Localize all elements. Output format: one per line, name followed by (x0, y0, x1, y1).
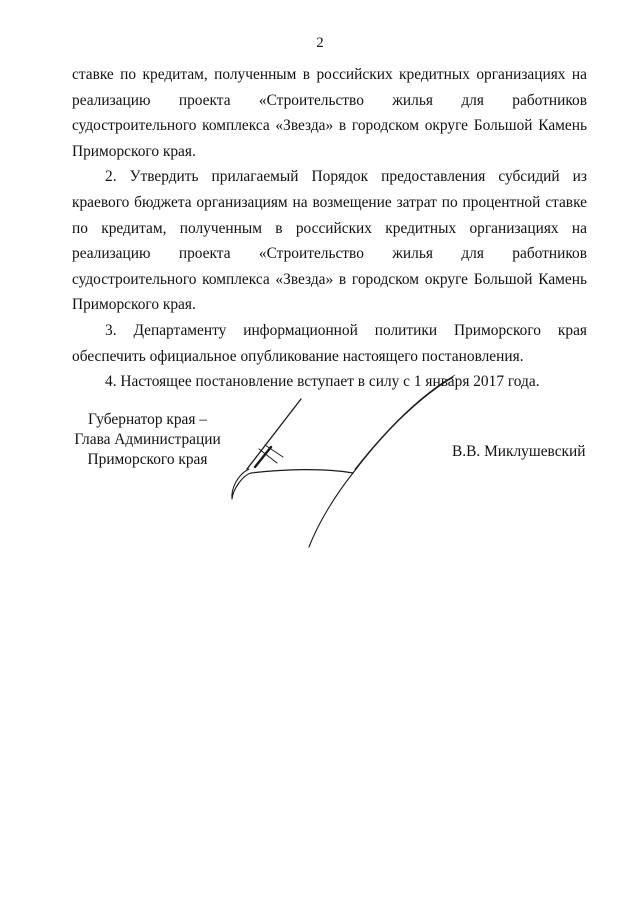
signatory-title-line: Приморского края (87, 451, 208, 468)
signatory-title (60, 410, 235, 470)
document-body (72, 62, 587, 395)
signatory-title-line: Глава Администрации (74, 431, 221, 448)
signatory-name: В.В. Миклушевский (452, 443, 586, 460)
handwritten-signature (215, 365, 485, 555)
signatory-title-line: Губернатор края – (87, 411, 207, 428)
page-number: 2 (316, 35, 324, 51)
paragraph-item-2: 2. Утвердить прилагаемый Порядок предоставления субсидий из краевого бюджета организациям на возмещение затрат по процентной ставке по кредитам, полученным в российских кредитных организациях на реализацию проекта «Строительство жилья для работников судостроительного комплекса «Звезда» в городском округе Большой Камень Приморского края. (72, 168, 587, 314)
paragraph-continuation: ставке по кредитам, полученным в российских кредитных организациях на реализацию проекта «Строительство жилья для работников судостроительного комплекса «Звезда» в городском округе Большой Камень Приморского края. (72, 66, 587, 160)
paragraph-item-3: 3. Департаменту информационной политики Приморского края обеспечить официальное опубликование настоящего постановления. (72, 321, 587, 365)
paragraph-item-4: 4. Настоящее постановление вступает в силу с 1 января 2017 года. (105, 373, 540, 391)
